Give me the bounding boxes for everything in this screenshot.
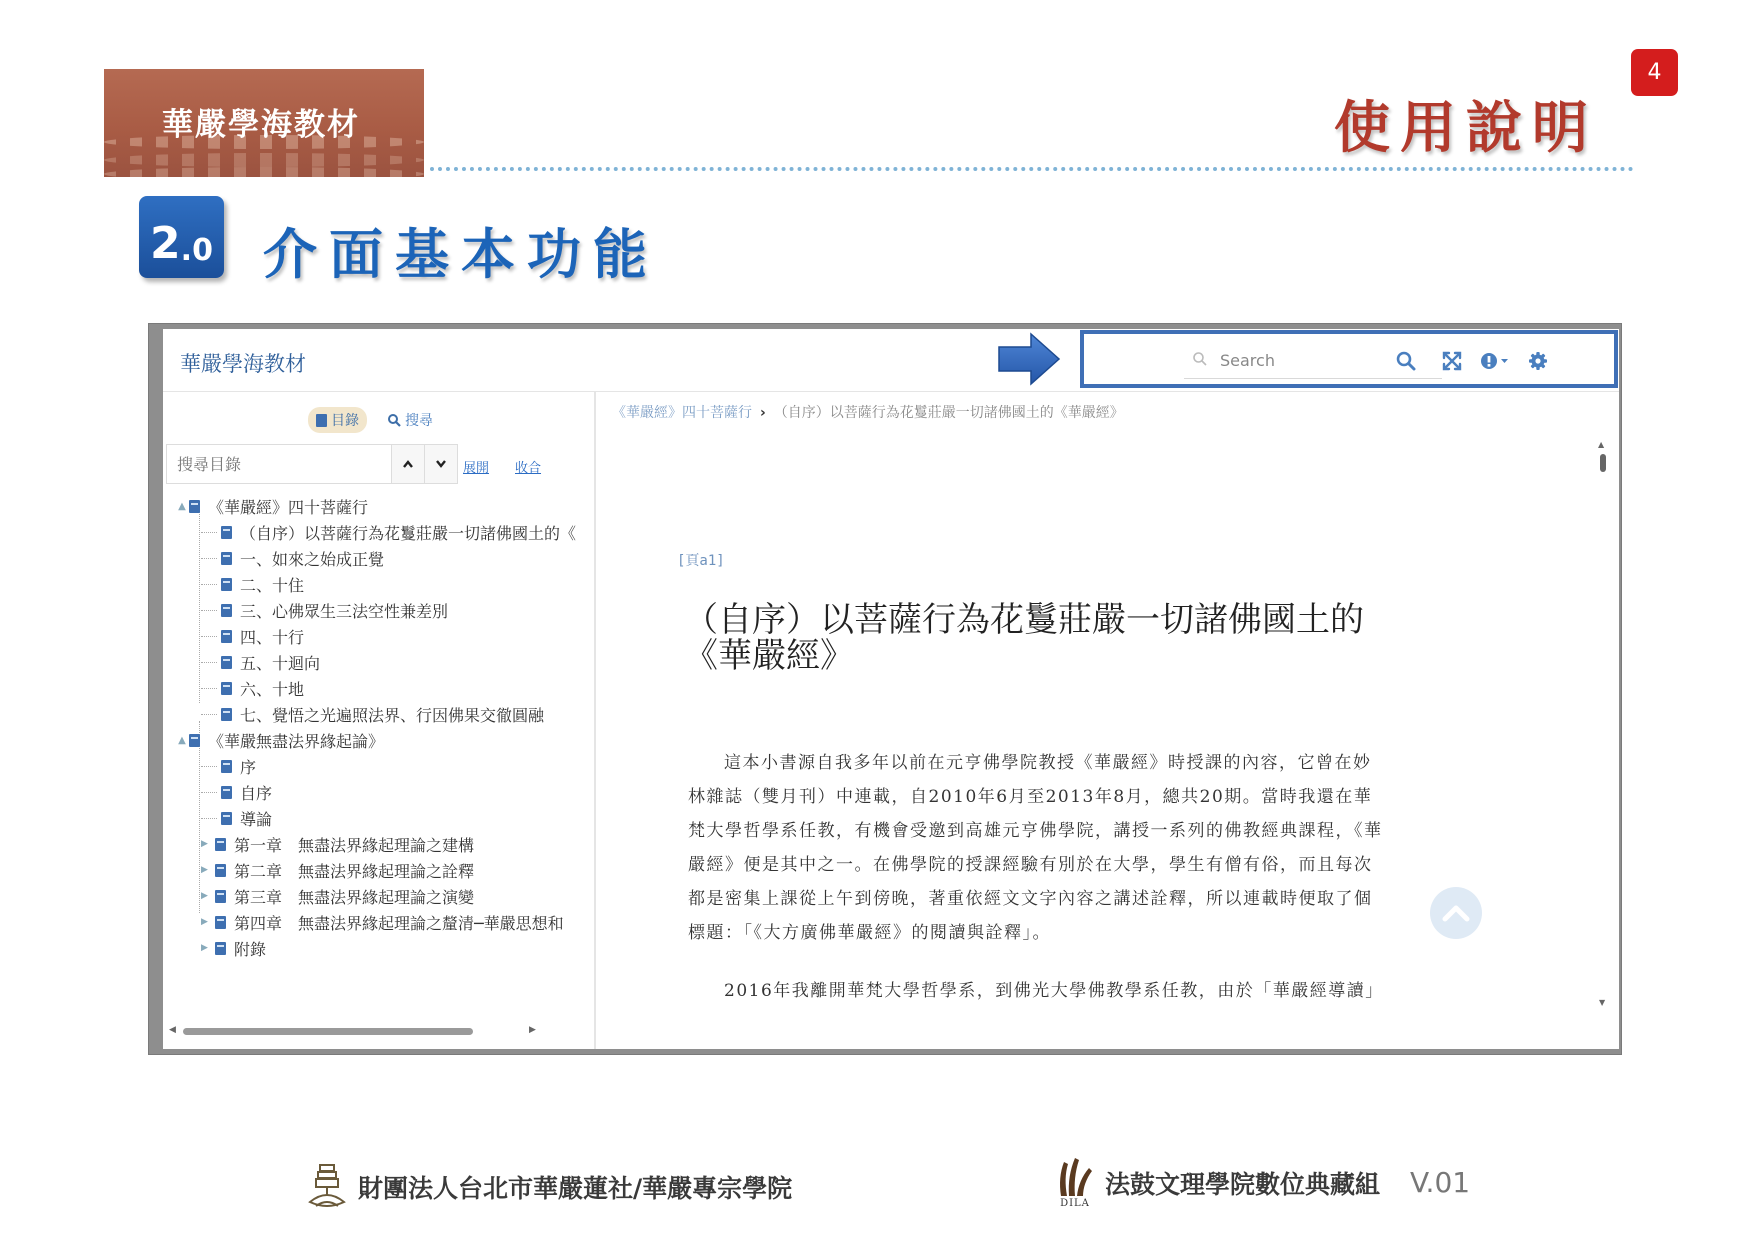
footer-right-text: 法鼓文理學院數位典藏組 (1105, 1169, 1381, 1199)
header-divider (430, 167, 1634, 171)
breadcrumb (612, 402, 1124, 422)
slide-title: 使用說明 (1334, 96, 1598, 161)
scroll-up-icon: ▲ (1598, 440, 1605, 449)
panel-tabs (308, 407, 441, 433)
expand-icon: ▶ (201, 891, 208, 901)
app-window (163, 329, 1619, 1049)
tree-node[interactable]: ▶ 第一章 無盡法界緣起理論之建構 (201, 835, 475, 855)
book-icon (215, 942, 226, 955)
app-title[interactable]: 華嚴學海教材 (180, 352, 306, 376)
tree-node[interactable]: ▶ 附錄 (201, 939, 267, 959)
chevron-up-icon (402, 459, 414, 469)
book-icon (221, 760, 232, 773)
book-icon (221, 656, 232, 669)
huayen-temple-logo-icon (306, 1162, 348, 1212)
tab-toc-label: 目錄 (331, 413, 359, 429)
toc-prev-button[interactable] (391, 444, 425, 484)
brand-banner (104, 69, 424, 177)
book-icon (221, 552, 232, 565)
expand-icon: ▶ (201, 839, 208, 849)
expand-icon: ▶ (201, 865, 208, 875)
book-icon (221, 630, 232, 643)
tree-node[interactable]: ▶ 第二章 無盡法界緣起理論之詮釋 (201, 861, 475, 881)
tree-node[interactable]: 五、十迴向 (171, 649, 601, 675)
book-icon (221, 812, 232, 825)
footer-right-org (1055, 1156, 1470, 1209)
tree-node[interactable]: ▲ 《華嚴經》四十菩薩行 (171, 493, 601, 519)
breadcrumb-item[interactable]: 《華嚴經》四十菩薩行 (612, 405, 752, 421)
document-paragraph: 這本小書源自我多年以前在元亨佛學院教授《華嚴經》時授課的內容，它曾在妙林雜誌（雙月刊）中連載，自2010年6月至2013年8月，總共20期。當時我還在華梵大學哲學系任教，有機會受邀到高雄元亨佛學院，講授一系列的佛教經典課程，《華嚴經》便是其中之一。在佛學院的授課經驗有別於在大學，學生有僧有俗，而且每次都是密集上課從上午到傍晚，著重依經文文字內容之講述詮釋，所以連載時便取了個標題：「《大方廣佛華嚴經》的閱讀與詮釋」。 (688, 753, 1383, 943)
search-icon[interactable] (1394, 349, 1418, 373)
brand-text: 華嚴學海教材 (162, 107, 360, 143)
tree-node[interactable]: 序 (171, 753, 601, 779)
tree-node[interactable]: 六、十地 (171, 675, 601, 701)
app-topbar (163, 329, 1619, 392)
toc-panel (163, 392, 596, 1049)
section-title: 介面基本功能 (263, 223, 659, 286)
collapse-all-link[interactable]: 收合 (515, 461, 542, 476)
section-number-major: 2 (150, 218, 181, 269)
scroll-right-icon: ▶ (529, 1025, 536, 1035)
tab-toc[interactable] (308, 407, 367, 433)
tree-node[interactable]: 七、覺悟之光遍照法界、行因佛果交徹圓融 (171, 701, 601, 727)
book-icon (215, 890, 226, 903)
page-number-badge: 4 (1631, 49, 1678, 96)
book-icon (221, 578, 232, 591)
book-icon (189, 734, 200, 747)
book-icon (221, 526, 232, 539)
tree-node[interactable]: （自序）以菩薩行為花鬘莊嚴一切諸佛國土的《 (171, 519, 601, 545)
expand-all-link[interactable]: 展開 (463, 461, 490, 476)
toolbar-highlight-box (1080, 330, 1618, 388)
tab-search-label: 搜尋 (405, 413, 433, 429)
footer-left-org (306, 1162, 792, 1212)
gear-icon[interactable] (1526, 349, 1550, 373)
book-icon (221, 682, 232, 695)
collapse-icon[interactable]: ▲ (178, 500, 186, 512)
book-icon (215, 916, 226, 929)
content-vertical-scrollbar[interactable] (1598, 440, 1608, 1007)
scroll-left-icon: ◀ (169, 1025, 176, 1035)
tree-node[interactable]: ▶ 第四章 無盡法界緣起理論之釐清─華嚴思想和 (201, 913, 564, 933)
fullscreen-icon[interactable] (1440, 349, 1464, 373)
collapse-icon[interactable]: ▲ (178, 734, 186, 746)
book-icon (215, 864, 226, 877)
tree-node[interactable]: 三、心佛眾生三法空性兼差別 (171, 597, 601, 623)
scroll-down-icon: ▼ (1599, 998, 1606, 1007)
document-title: （自序）以菩薩行為花鬘莊嚴一切諸佛國土的《華嚴經》 (684, 600, 1364, 676)
book-icon (316, 414, 327, 427)
tab-search[interactable] (379, 407, 441, 433)
section-number-minor: .0 (180, 233, 213, 268)
dila-logo (1055, 1156, 1095, 1209)
tree-node[interactable]: 四、十行 (171, 623, 601, 649)
scrollbar-thumb[interactable] (1600, 454, 1606, 472)
tree-node[interactable]: 二、十住 (171, 571, 601, 597)
app-screenshot-frame (149, 324, 1621, 1054)
tree-node[interactable]: 導論 (171, 805, 601, 831)
toc-tree (171, 493, 601, 961)
pointer-arrow-icon (997, 332, 1061, 386)
reader-content (596, 392, 1619, 1049)
section-number-badge (139, 196, 224, 278)
footer-left-text: 財團法人台北市華嚴蓮社/華嚴專宗學院 (358, 1174, 793, 1203)
tree-node[interactable]: 自序 (171, 779, 601, 805)
tree-node[interactable]: 一、如來之始成正覺 (171, 545, 601, 571)
page-marker: [頁a1] (677, 553, 725, 569)
tree-node[interactable]: ▶ 第三章 無盡法界緣起理論之演變 (201, 887, 475, 907)
book-icon (215, 838, 226, 851)
book-icon (221, 786, 232, 799)
scrollbar-thumb[interactable] (183, 1028, 473, 1035)
toc-horizontal-scrollbar[interactable] (169, 1025, 536, 1036)
chevron-down-icon (435, 459, 447, 469)
breadcrumb-current: （自序）以菩薩行為花鬘莊嚴一切諸佛國土的《華嚴經》 (773, 405, 1124, 421)
book-icon (189, 500, 200, 513)
book-icon (221, 708, 232, 721)
document-paragraph: 2016年我離開華梵大學哲學系，到佛光大學佛教學系任教，由於「華嚴經導讀」 (724, 981, 1384, 1001)
toc-search-input[interactable] (166, 444, 391, 484)
expand-icon: ▶ (201, 917, 208, 927)
search-icon (387, 413, 401, 427)
version-label: V.01 (1410, 1166, 1471, 1199)
chevron-right-icon: › (760, 405, 766, 421)
toc-next-button[interactable] (424, 444, 458, 484)
back-to-top-button[interactable] (1430, 887, 1482, 939)
dila-logo-icon (1055, 1156, 1095, 1198)
info-dropdown-icon[interactable] (1478, 349, 1512, 373)
dila-logo-text: DILA (1060, 1198, 1090, 1209)
chevron-up-icon (1441, 903, 1471, 923)
expand-icon: ▶ (201, 943, 208, 953)
tree-node[interactable]: ▲ 《華嚴無盡法界緣起論》 (171, 727, 601, 753)
book-icon (221, 604, 232, 617)
